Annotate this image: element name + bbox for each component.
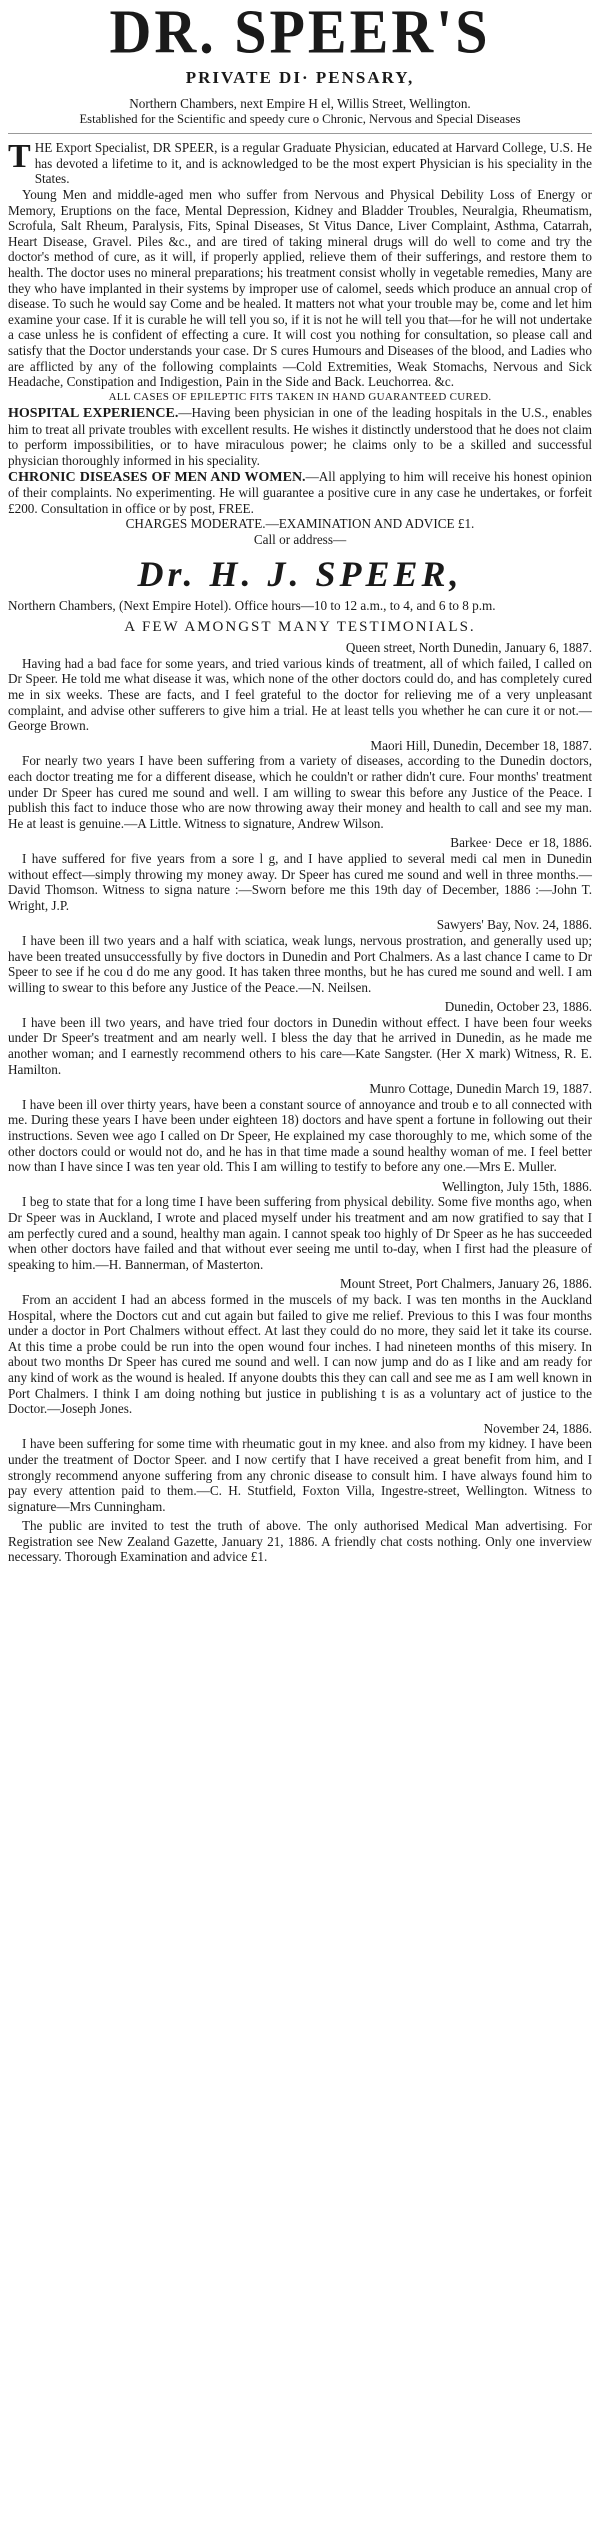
testimonial-text: I have suffered for five years from a sore l g, and I have applied to several medi cal men in Dunedin without effect—simply throwing my money away. Dr Speer has cured me sound and well in three months.—David Thomson. Witness to signa nature :—Sworn before me this 19th day of December, 1886 :—John T. Wright, J.P.	[8, 850, 592, 913]
charges-line: CHARGES MODERATE.—EXAMINATION AND ADVICE £1.	[125, 516, 475, 532]
hospital-heading: HOSPITAL EXPERIENCE.	[8, 406, 179, 422]
testimonial-place: Mount Street, Port Chalmers, January 26, 1886.	[340, 1276, 592, 1292]
chronic-paragraph	[8, 469, 592, 517]
testimonial-place: Munro Cottage, Dunedin March 19, 1887.	[369, 1081, 592, 1097]
testimonial-place: Wellington, July 15th, 1886.	[442, 1178, 592, 1194]
closing-paragraph: The public are invited to test the truth of above. The only authorised Medical Man advertising. For Registration see New Zealand Gazette, January 21, 1886. A friendly chat costs nothing. Only one inverview necessary. Thorough Examination and advice £1.	[8, 1518, 592, 1565]
testimonial-text: For nearly two years I have been suffering from a variety of diseases, according to the Dunedin doctors, each doctor treating me for a different disease, which he couldn't or rather didn't cure. Four months' treatment under Dr Speer has cured me sound and well. I am willing to swear this before any Justice of the Peace. I publish this fact to induce those who are now throwing away their money and health to call and see my man. He at least is genuine.—A Little. Witness to signature, Andrew Wilson.	[8, 753, 592, 831]
intro-text: HE Export Specialist, DR SPEER, is a regular Graduate Physician, educated at Harvard College, U.S. He has devoted a lifetime to it, and is acknowledged to be the most expert Physician is his speciality in the States.	[34, 140, 592, 187]
hospital-text: —Having been physician in one of the leading hospitals in the U.S., enables him to treat all private troubles with excellent results. He wishes it distinctly understood that he does not claim to perform impossibilities, or to have miraculous power; he claims only to be a skilled and successful physician thoroughly informed in his speciality.	[8, 405, 592, 469]
testimonial-text: From an accident I had an abcess formed in the muscels of my back. I was ten months in the Auckland Hospital, where the Doctors cut and cut again but failed to give me relief. Previous to this I was four months under a doctor in Port Chalmers without effect. At last they could do no more, they said let it take its course. At this time a probe could be run into the open wound four inches. I had nineteen months of this misery. In about two months Dr Speer has cured me sound and well. I can now jump and do as I like and am ready for any kind of work as the wound is healed. If anyone doubts this they can call and see me as I am well known in Port Chalmers. I think I am doing nothing but justice in publishing t is as a voluntary act of justice to the Doctor.—Joseph Jones.	[8, 1291, 592, 1417]
testimonial-place: Barkee· Dece er 18, 1886.	[450, 835, 592, 851]
testimonials-heading: A FEW AMONGST MANY TESTIMONIALS.	[124, 619, 476, 636]
address-line-1: Northern Chambers, next Empire H el, Willis Street, Wellington.	[129, 96, 471, 111]
testimonial-text: I have been ill over thirty years, have been a constant source of annoyance and troub e to all connected with me. During these years I have been under eighteen 18) doctors and have spent a fortune in following out their instructions. Seven wee ago I called on Dr Speer, He explained my case thoroughly to me, which some of the other doctors could or would not do, and he has in that time made a sound healthy woman of me. I feel better now than I have since I was ten year old. This I am willing to testify to before any one.—Mrs E. Muller.	[8, 1096, 592, 1175]
chronic-text: —All applying to him will receive his honest opinion of their complaints. No experimenting. He will guarantee a positive cure in any case he undertakes, or forfeit £200. Consultation in office or by post, FREE.	[8, 468, 592, 516]
masthead: DR. SPEER'S	[109, 0, 491, 67]
call-line: Call or address—	[253, 532, 347, 548]
chronic-heading: CHRONIC DISEASES OF MEN AND WOMEN.	[8, 469, 306, 485]
testimonial-place: Sawyers' Bay, Nov. 24, 1886.	[436, 917, 592, 933]
divider	[8, 133, 592, 134]
epileptic-line: ALL CASES OF EPILEPTIC FITS TAKEN IN HAND GUARANTEED CURED.	[108, 390, 492, 403]
office-hours: Northern Chambers, (Next Empire Hotel). Office hours—10 to 12 a.m., to 4, and 6 to 8 p.m.	[8, 597, 496, 613]
testimonial-text: I have been ill two years and a half with sciatica, weak lungs, nervous prostration, and generally used up; have been treated unsuccessfully by five doctors in Dunedin and Port Chalmers. As a last chance I came to Dr Speer to see if he cou d do me any good. It has taken three months, but he has cured me sound and well. I am willing to swear to this before any Justice of the Peace.—N. Neilsen.	[8, 932, 592, 995]
advertisement-column	[8, 0, 592, 1565]
testimonial-place: Dunedin, October 23, 1886.	[444, 999, 592, 1015]
testimonial-text: I beg to state that for a long time I have been suffering from physical debility. Some five months ago, when Dr Speer was in Auckland, I wrote and placed myself under his treatment and am now gratified to say that I am perfectly cured and a sound, healthy man again. I cannot speak too highly of Dr Speer as he has succeeded when other doctors have failed and that without ever seeing me until to-day, when I first had the pleasure of speaking to him.—H. Bannerman, of Masterton.	[8, 1194, 592, 1272]
subtitle: PRIVATE DI· PENSARY,	[185, 68, 415, 87]
testimonial-place: Queen street, North Dunedin, January 6, 1887.	[345, 640, 592, 656]
hospital-paragraph	[8, 405, 592, 468]
intro-paragraph	[8, 140, 592, 187]
young-men-paragraph: Young Men and middle-aged men who suffer from Nervous and Physical Debility Loss of Energy or Memory, Eruptions on the face, Mental Depression, Kidney and Bladder Troubles, Neuralgia, Rheumatism, Scrofula, Salt Rheum, Paralysis, Fits, Spinal Diseases, St Vitus Dance, Liver Complaint, Asthma, Catarrah, Heart Disease, Gravel. Piles &c., and are tired of taking mineral drugs will do well to come and try the doctor's method of cure, as it will, if properly applied, relieve them of their sufferings, and restore them to health. The doctor uses no mineral preparations; his treatment consist wholly in vegetable remedies, Many are they who have implanted in their systems by improper use of calomel, seeds which produce an annual crop of disease. To such he would say Come and be healed. It matters not what your trouble may be, come and let him examine your case. If it is curable he will tell you so, if it is not he will tell you that—for he will not undertake a case unless he is confident of effecting a cure. It will cost you nothing for consultation, so please call and satisfy that the Doctor understands your case. Dr S cures Humours and Diseases of the blood, and Ladies who are afflicted by any of the following complaints —Cold Extremities, Weak Stomachs, Nervous and Sick Headache, Constipation and Indigestion, Pain in the Side and Back. Leuchorrea. &c.	[8, 186, 592, 390]
drop-cap: T	[8, 138, 31, 176]
testimonial-place: Maori Hill, Dunedin, December 18, 1887.	[370, 737, 592, 753]
testimonial-text: I have been ill two years, and have tried four doctors in Dunedin without effect. I have been four weeks under Dr Speer's treatment and am nearly well. I bless the day that he arrived in Dunedin, as he made me another woman; and I earnestly recommend others to his care—Kate Sangster. (Her X mark) Witness, R. E. Hamilton.	[8, 1014, 592, 1077]
doctor-name-display: Dr. H. J. SPEER,	[137, 553, 463, 594]
testimonials-list	[8, 640, 592, 1514]
address-line-2: Established for the Scientific and speedy cure o Chronic, Nervous and Special Diseases	[79, 111, 521, 126]
testimonial-text: I have been suffering for some time with rheumatic gout in my knee. and also from my kidney. I have been under the treatment of Doctor Speer. and I now certify that I have received a great benefit from him, and I strongly recommend anyone suffering from any chronic disease to consult him. I have always found him to pay every attention paid to them.—C. H. Stutfield, Foxton Villa, Ingestre-street, Wellington. Witness to signature—Mrs Cunningham.	[8, 1436, 592, 1514]
testimonial-place: November 24, 1886.	[483, 1420, 592, 1436]
testimonial-text: Having had a bad face for some years, and tried various kinds of treatment, all of which failed, I called on Dr Speer. He told me what disease it was, which none of the other doctors could do, and has completely cured me in six weeks. These are facts, and I feel grateful to the doctor for relieving me of a very unpleasant complaint, and advise other sufferers to give him a trial. He at least tells you whether he can cure it or not.—George Brown.	[8, 655, 592, 734]
